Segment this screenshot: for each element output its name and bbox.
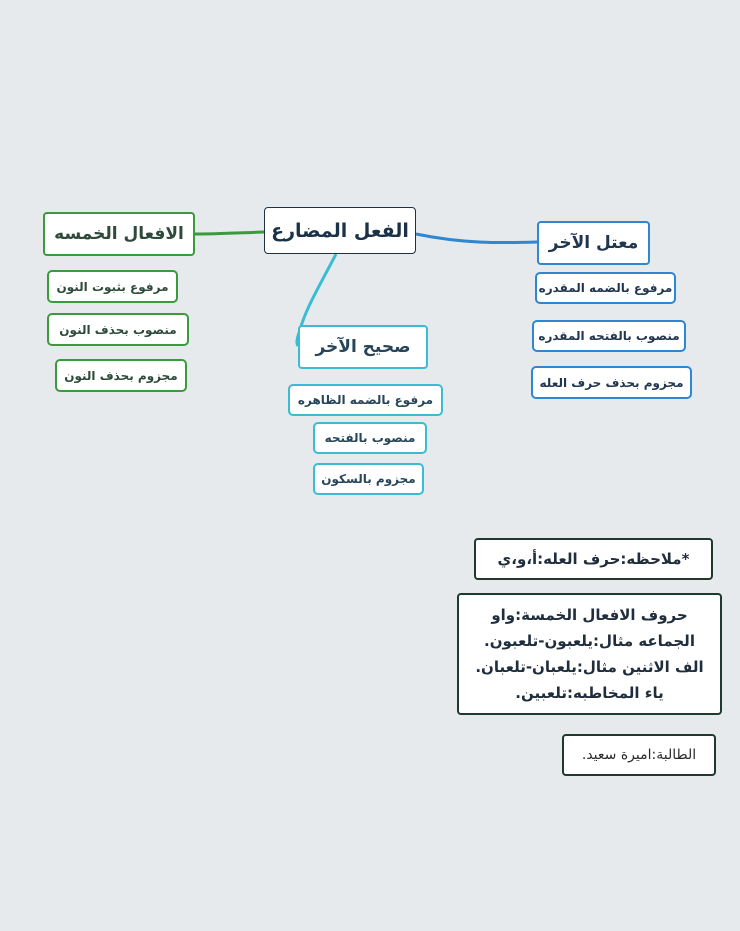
five-verbs-item-1-label: مرفوع بثبوت النون <box>56 279 169 294</box>
note-line-3: الف الاثنين مثال:يلعبان-تلعبان. <box>475 658 704 676</box>
note-line-4: ياء المخاطبه:تلعبين. <box>515 684 664 702</box>
branch-five-verbs[interactable] <box>43 212 195 256</box>
note-line-2: الجماعه مثال:يلعبون-تلعبون. <box>484 632 695 650</box>
five-verbs-item-2-label: منصوب بحذف النون <box>59 322 177 337</box>
sound-ending-item-1[interactable] <box>288 384 443 416</box>
weak-ending-item-3[interactable] <box>531 366 692 399</box>
branch-weak-ending[interactable] <box>537 221 650 265</box>
student-name: الطالبة:اميرة سعيد. <box>581 747 697 763</box>
weak-ending-item-1-label: مرفوع بالضمه المقدره <box>538 281 673 295</box>
five-verbs-item-3[interactable] <box>55 359 187 392</box>
sound-ending-item-2[interactable] <box>313 422 427 454</box>
link-weak-ending <box>416 234 538 243</box>
student-name-box[interactable] <box>562 734 716 776</box>
branch-sound-ending-label: صحيح الآخر <box>315 337 411 357</box>
five-verbs-item-3-label: مجزوم بحذف النون <box>64 368 178 383</box>
weak-ending-item-2[interactable] <box>532 320 686 352</box>
note-five-verbs-letters[interactable] <box>457 593 722 715</box>
note-line-1: حروف الافعال الخمسة:واو <box>491 606 688 624</box>
weak-ending-item-3-label: مجزوم بحذف حرف العله <box>539 375 684 390</box>
sound-ending-item-1-label: مرفوع بالضمه الظاهره <box>297 393 434 407</box>
note-weak-letters-text: *ملاحظه:حرف العله:أ،و،ي <box>497 550 690 568</box>
sound-ending-item-2-label: منصوب بالفتحه <box>324 431 416 445</box>
branch-sound-ending[interactable] <box>298 325 428 369</box>
weak-ending-item-1[interactable] <box>535 272 676 304</box>
central-topic-label: الفعل المضارع <box>271 219 409 242</box>
five-verbs-item-2[interactable] <box>47 313 189 346</box>
branch-five-verbs-label: الافعال الخمسه <box>54 224 184 244</box>
note-weak-letters[interactable] <box>474 538 713 580</box>
five-verbs-item-1[interactable] <box>47 270 178 303</box>
sound-ending-item-3-label: مجزوم بالسكون <box>321 472 416 486</box>
sound-ending-item-3[interactable] <box>313 463 424 495</box>
weak-ending-item-2-label: منصوب بالفتحه المقدره <box>538 329 680 343</box>
branch-weak-ending-label: معتل الآخر <box>548 233 639 253</box>
link-five-verbs <box>195 232 264 234</box>
central-topic[interactable] <box>264 207 416 254</box>
